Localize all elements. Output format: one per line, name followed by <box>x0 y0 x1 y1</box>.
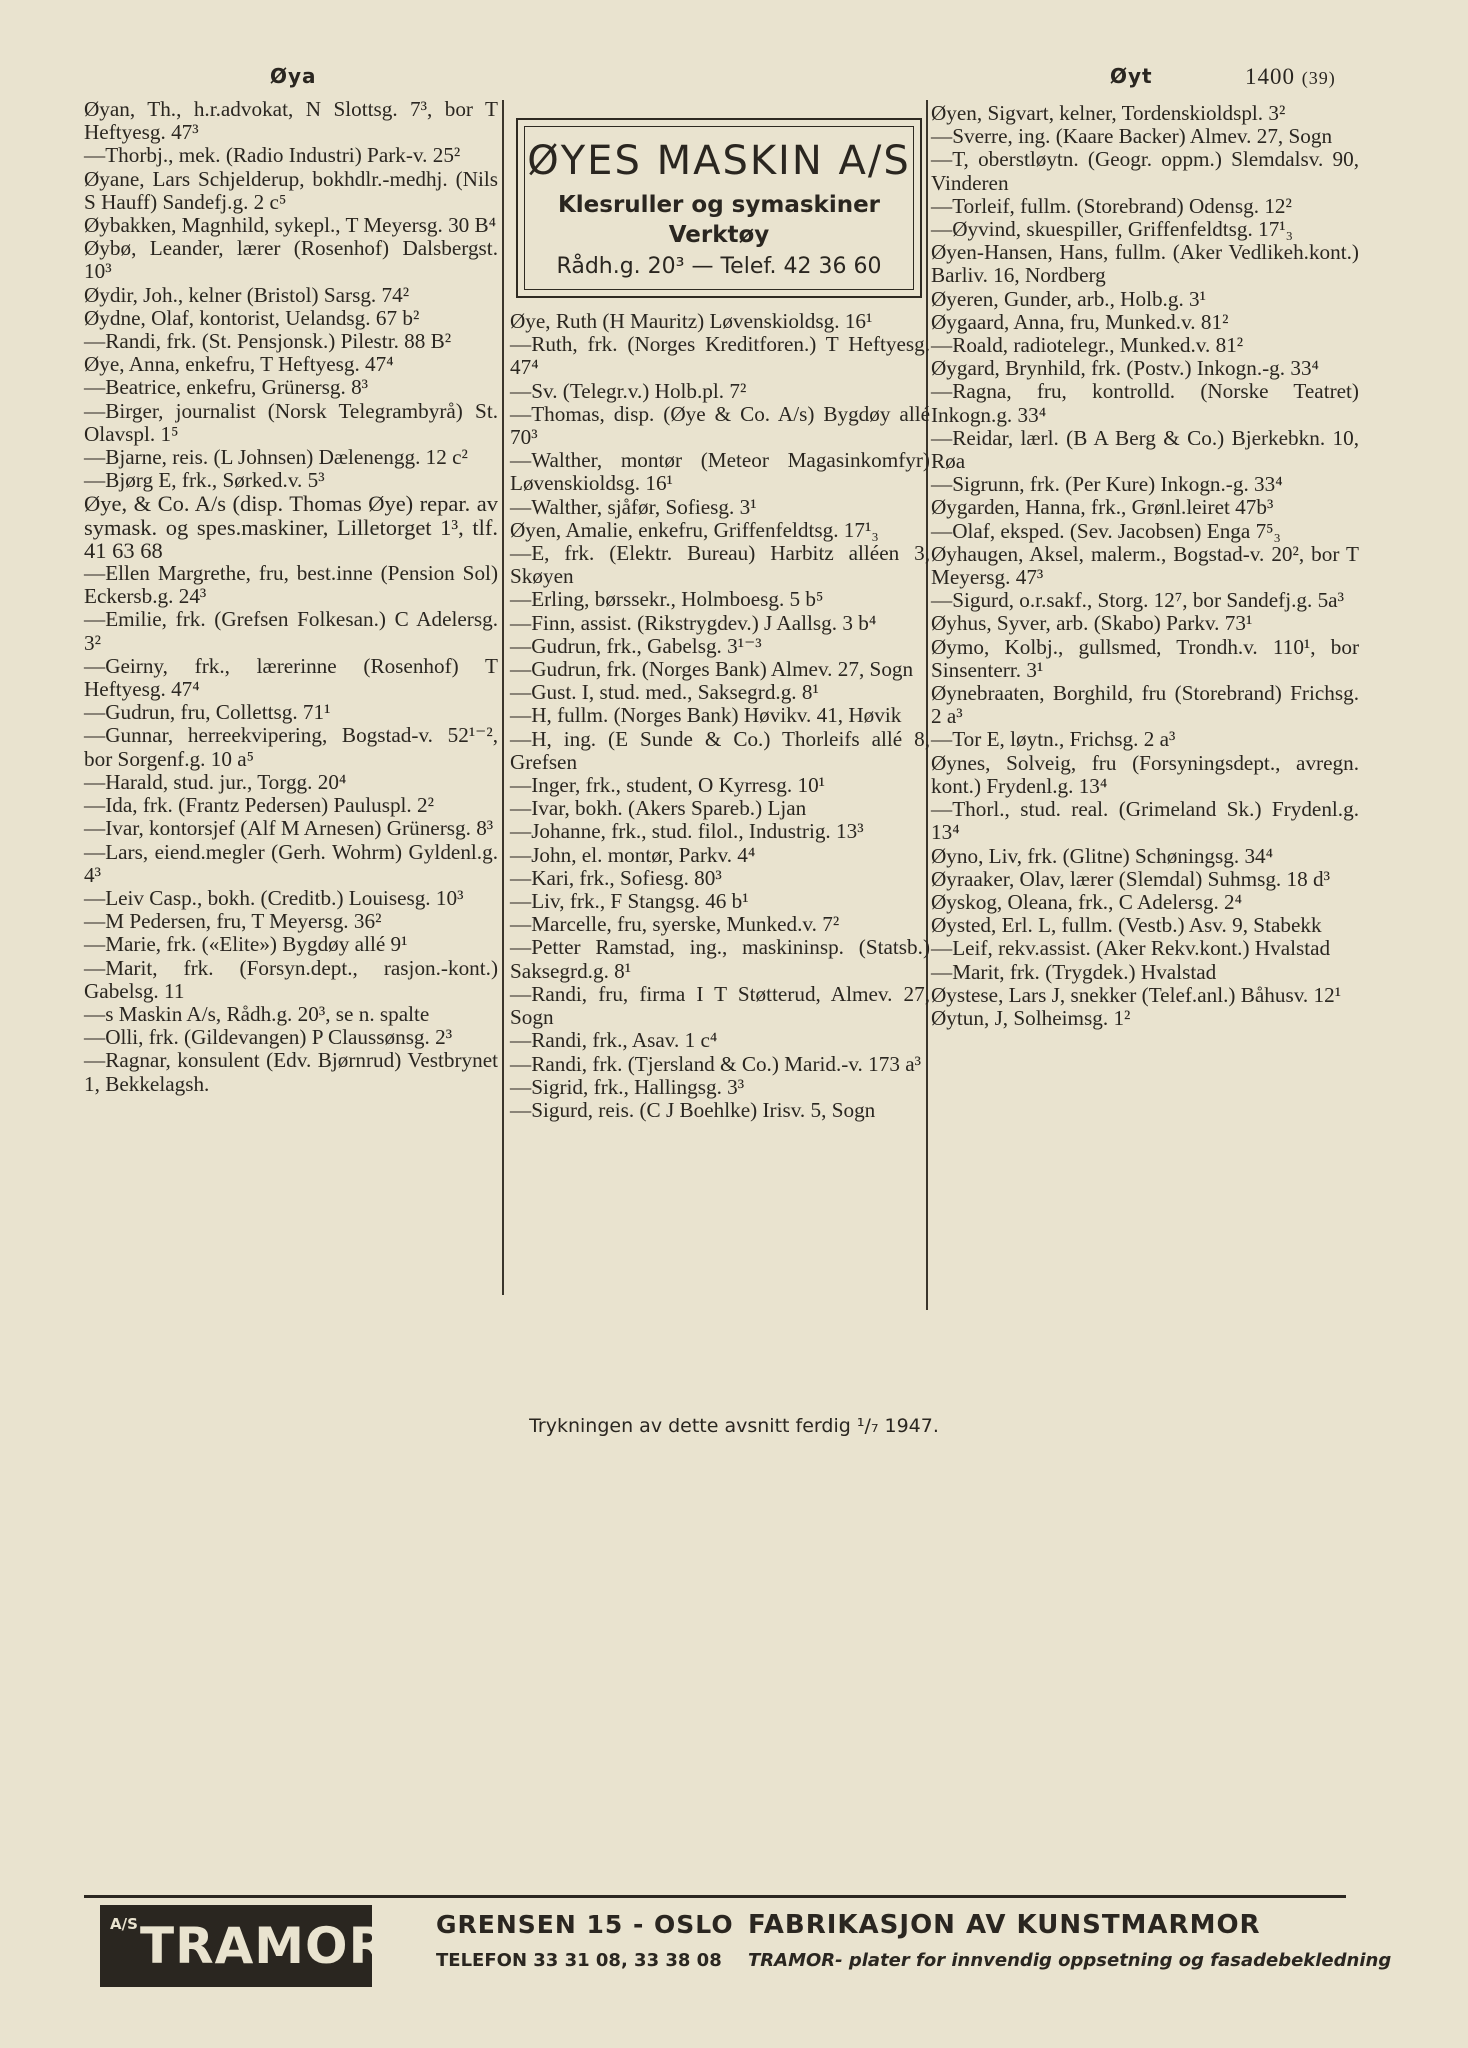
page-number <box>1245 64 1336 90</box>
directory-entry: —Gudrun, frk., Gabelsg. 3¹⁻³ <box>510 633 762 658</box>
directory-entry: Øygarden, Hanna, frk., Grønl.leiret 47b³ <box>931 495 1274 520</box>
directory-entry: —Torleif, fullm. (Storebrand) Odensg. 12² <box>931 193 1292 218</box>
ad-subtitle-2: Verktøy <box>668 222 770 248</box>
directory-entry: Øye, & Co. A/s (disp. Thomas Øye) repar. av symask. og spes.maskiner, Lilletorget 1³, tlf. 41 63 68 <box>84 491 498 563</box>
directory-entry: —Harald, stud. jur., Torgg. 20⁴ <box>84 769 347 794</box>
directory-entry: —T, oberstløytn. (Geogr. oppm.) Slemdalsv. 90, Vinderen <box>931 147 1359 195</box>
directory-entry: —Petter Ramstad, ing., maskininsp. (Statsb.) Saksegrd.g. 8¹ <box>510 935 930 983</box>
ad-inner-border <box>524 126 914 290</box>
directory-entry: —Sigrunn, frk. (Per Kure) Inkogn.-g. 33⁴ <box>931 472 1283 497</box>
directory-entry: Øymo, Kolbj., gullsmed, Trondh.v. 110¹, bor Sinsenterr. 3¹ <box>931 634 1359 682</box>
directory-entry: —Gunnar, herreekvipering, Bogstad-v. 52¹⁻², bor Sorgenf.g. 10 a⁵ <box>84 723 498 771</box>
bottom-rule <box>84 1895 1346 1898</box>
directory-entry: —Olaf, eksped. (Sev. Jacobsen) Enga 7⁵₃ <box>931 518 1281 543</box>
directory-entry: —Lars, eiend.megler (Gerh. Wohrm) Gyldenl.g. 4³ <box>84 839 498 887</box>
oyes-maskin-advertisement <box>516 118 922 298</box>
directory-entry: Øyan, Th., h.r.advokat, N Slottsg. 7³, bor T Heftyesg. 47³ <box>84 97 498 145</box>
directory-entry: Øygaard, Anna, fru, Munked.v. 81² <box>931 309 1229 334</box>
directory-entry: Øygard, Brynhild, frk. (Postv.) Inkogn.-g. 33⁴ <box>931 356 1319 381</box>
logo-name: TRAMOR <box>140 1917 389 1975</box>
directory-entry: Øyraaker, Olav, lærer (Slemdal) Suhmsg. 18 d³ <box>931 866 1330 891</box>
directory-entry: —Randi, frk., Asav. 1 c⁴ <box>510 1028 718 1053</box>
directory-entry: Øyhaugen, Aksel, malerm., Bogstad-v. 20², bor T Meyersg. 47³ <box>931 541 1359 590</box>
directory-entry: —Inger, frk., student, O Kyrresg. 10¹ <box>510 773 826 798</box>
directory-entry: Øyen-Hansen, Hans, fullm. (Aker Vedlikeh.kont.) Barliv. 16, Nordberg <box>931 240 1359 288</box>
header-right-keyword: Øyt <box>1110 64 1153 88</box>
directory-entry: Øydne, Olaf, kontorist, Uelandsg. 67 b² <box>84 305 420 330</box>
directory-entry: Øystese, Lars J, snekker (Telef.anl.) Båhusv. 12¹ <box>931 982 1342 1007</box>
directory-entry: —Thomas, disp. (Øye & Co. A/s) Bygdøy allé 70³ <box>510 401 930 450</box>
directory-entry: Øyhus, Syver, arb. (Skabo) Parkv. 73¹ <box>931 611 1253 636</box>
directory-entry: —Marit, frk. (Forsyn.dept., rasjon.-kont.) Gabelsg. 11 <box>84 955 498 1003</box>
directory-entry: —Bjarne, reis. (L Johnsen) Dælenengg. 12 c² <box>84 445 468 470</box>
directory-entry: —Ivar, bokh. (Akers Spareb.) Ljan <box>510 796 807 821</box>
logo-prefix: A/S <box>110 1915 138 1933</box>
tramor-title: FABRIKASJON AV KUNSTMARMOR <box>748 1910 1261 1940</box>
directory-entry: —H, ing. (E Sunde & Co.) Thorleifs allé 8, Grefsen <box>510 726 930 774</box>
directory-entry: —Sigurd, reis. (C J Boehlke) Irisv. 5, Sogn <box>510 1097 876 1122</box>
directory-entry: —Roald, radiotelegr., Munked.v. 81² <box>931 333 1244 358</box>
directory-entry: Øynebraaten, Borghild, fru (Storebrand) Frichsg. 2 a³ <box>931 681 1359 729</box>
directory-entry: —Erling, børssekr., Holmboesg. 5 b⁵ <box>510 587 824 612</box>
directory-entry: Øybakken, Magnhild, sykepl., T Meyersg. 30 B⁴ <box>84 213 497 238</box>
directory-entry: —E, frk. (Elektr. Bureau) Harbitz alléen 3, Skøyen <box>510 541 930 589</box>
tramor-phone: TELEFON 33 31 08, 33 38 08 <box>436 1950 722 1971</box>
directory-entry: —Øyvind, skuespiller, Griffenfeldtsg. 17¹₃ <box>931 217 1294 242</box>
header-left-keyword: Øya <box>270 64 317 88</box>
directory-entry: —Gudrun, fru, Collettsg. 71¹ <box>84 700 331 725</box>
printing-completion-note: Trykningen av dette avsnitt ferdig ¹/₇ 1947. <box>529 1415 939 1437</box>
directory-entry: —Marie, frk. («Elite») Bygdøy allé 9¹ <box>84 932 408 957</box>
directory-entry: —Sigrid, frk., Hallingsg. 3³ <box>510 1074 745 1099</box>
directory-entry: —Marit, frk. (Trygdek.) Hvalstad <box>931 959 1217 984</box>
directory-entry: Øydir, Joh., kelner (Bristol) Sarsg. 74² <box>84 282 410 307</box>
directory-entry: —Sigurd, o.r.sakf., Storg. 12⁷, bor Sandefj.g. 5a³ <box>931 588 1344 613</box>
directory-entry: Øye, Ruth (H Mauritz) Løvenskioldsg. 16¹ <box>510 309 873 333</box>
directory-entry: —Leif, rekv.assist. (Aker Rekv.kont.) Hvalstad <box>931 936 1331 961</box>
tramor-logo <box>100 1905 389 1987</box>
directory-entry: —Birger, journalist (Norsk Telegrambyrå) St. Olavspl. 1⁵ <box>84 398 498 446</box>
directory-entry: Øyno, Liv, frk. (Glitne) Schøningsg. 34⁴ <box>931 843 1274 868</box>
directory-entry: —M Pedersen, fru, T Meyersg. 36² <box>84 909 382 934</box>
directory-entry: Øyane, Lars Schjelderup, bokhdlr.-medhj. (Nils S Hauff) Sandefj.g. 2 c⁵ <box>84 166 498 214</box>
directory-entry: —John, el. montør, Parkv. 4⁴ <box>510 842 756 867</box>
page-number-main: 1400 <box>1245 64 1295 89</box>
directory-entry: Øye, Anna, enkefru, T Heftyesg. 47⁴ <box>84 352 394 377</box>
tramor-description: TRAMOR- plater for innvendig oppsetning og fasadebekledning <box>748 1950 1392 1971</box>
directory-entry: —s Maskin A/s, Rådh.g. 20³, se n. spalte <box>84 1001 430 1026</box>
directory-entry: —Walther, sjåfør, Sofiesg. 3¹ <box>510 494 757 519</box>
directory-entry: Øyeren, Gunder, arb., Holb.g. 3¹ <box>931 286 1206 311</box>
directory-entry: —Kari, frk., Sofiesg. 80³ <box>510 865 722 890</box>
directory-entry: —Sverre, ing. (Kaare Backer) Almev. 27, Sogn <box>931 124 1333 149</box>
directory-entry: —Sv. (Telegr.v.) Holb.pl. 7² <box>510 378 747 403</box>
directory-entry: Øyen, Sigvart, kelner, Tordenskioldspl. 3² <box>931 101 1286 125</box>
directory-entry: —Tor E, løytn., Frichsg. 2 a³ <box>931 727 1176 752</box>
directory-entry: —Finn, assist. (Rikstrygdev.) J Aallsg. 3 b⁴ <box>510 610 877 635</box>
directory-entry: Øytun, J, Solheimsg. 1² <box>931 1005 1131 1030</box>
directory-entry: —Ellen Margrethe, fru, best.inne (Pension Sol) Eckersb.g. 24³ <box>84 561 498 609</box>
directory-entry: —Beatrice, enkefru, Grünersg. 8³ <box>84 375 369 400</box>
ad-subtitle-1: Klesruller og symaskiner <box>557 192 881 218</box>
column-1 <box>84 98 498 1096</box>
page-number-sub: (39) <box>1301 68 1336 88</box>
directory-entry: —Ivar, kontorsjef (Alf M Arnesen) Grünersg. 8³ <box>84 816 494 841</box>
directory-entry: —Gust. I, stud. med., Saksegrd.g. 8¹ <box>510 680 819 705</box>
directory-entry: —Liv, frk., F Stangsg. 46 b¹ <box>510 889 749 914</box>
directory-entry: —Emilie, frk. (Grefsen Folkesan.) C Adelersg. 3² <box>84 607 498 655</box>
directory-entry: —Walther, montør (Meteor Magasinkomfyr) Løvenskioldsg. 16¹ <box>510 448 930 496</box>
directory-entry: —Johanne, frk., stud. filol., Industrig. 13³ <box>510 819 864 844</box>
directory-entry: —H, fullm. (Norges Bank) Høvikv. 41, Høvik <box>510 703 902 728</box>
directory-entry: —Ida, frk. (Frantz Pedersen) Pauluspl. 2² <box>84 793 434 818</box>
directory-entry: —Randi, frk. (St. Pensjonsk.) Pilestr. 88 B² <box>84 329 452 354</box>
ad-address: Rådh.g. 20³ — Telef. 42 36 60 <box>556 254 882 279</box>
directory-entry: —Marcelle, fru, syerske, Munked.v. 7² <box>510 912 840 937</box>
directory-entry: —Olli, frk. (Gildevangen) P Claussønsg. 2³ <box>84 1025 453 1050</box>
tramor-address: GRENSEN 15 - OSLO <box>436 1910 734 1939</box>
directory-entry: —Ruth, frk. (Norges Kreditforen.) T Heftyesg. 47⁴ <box>510 332 930 380</box>
directory-entry: —Reidar, lærl. (B A Berg & Co.) Bjerkebkn. 10, Røa <box>931 425 1359 474</box>
directory-entry: —Geirny, frk., lærerinne (Rosenhof) T Heftyesg. 47⁴ <box>84 653 498 702</box>
directory-entry: Øynes, Solveig, fru (Forsyningsdept., avregn. kont.) Frydenl.g. 13⁴ <box>931 750 1359 798</box>
directory-entry: —Randi, frk. (Tjersland & Co.) Marid.-v. 173 a³ <box>510 1051 921 1076</box>
directory-entry: —Ragna, fru, kontrolld. (Norske Teatret) Inkogn.g. 33⁴ <box>931 379 1359 427</box>
column-2 <box>510 310 930 1122</box>
directory-entry: —Gudrun, frk. (Norges Bank) Almev. 27, Sogn <box>510 657 914 682</box>
directory-entry: —Thorl., stud. real. (Grimeland Sk.) Frydenl.g. 13⁴ <box>931 797 1359 845</box>
directory-entry: —Bjørg E, frk., Sørked.v. 5³ <box>84 468 325 493</box>
directory-entry: Øysted, Erl. L, fullm. (Vestb.) Asv. 9, Stabekk <box>931 913 1322 938</box>
directory-entry: —Randi, fru, firma I T Støtterud, Almev. 27, Sogn <box>510 981 930 1030</box>
directory-entry: —Leiv Casp., bokh. (Creditb.) Louisesg. 10³ <box>84 885 464 910</box>
directory-entry: Øybø, Leander, lærer (Rosenhof) Dalsbergst. 10³ <box>84 236 498 284</box>
directory-entry: Øyskog, Oleana, frk., C Adelersg. 2⁴ <box>931 889 1243 914</box>
column-divider-1 <box>502 100 504 1295</box>
directory-entry: Øyen, Amalie, enkefru, Griffenfeldtsg. 17¹₃ <box>510 517 879 542</box>
directory-entry: —Ragnar, konsulent (Edv. Bjørnrud) Vestbrynet 1, Bekkelagsh. <box>84 1048 498 1096</box>
directory-entry: —Thorbj., mek. (Radio Industri) Park-v. 25² <box>84 143 461 168</box>
ad-title: ØYES MASKIN A/S <box>527 138 911 184</box>
column-3 <box>931 102 1359 1030</box>
